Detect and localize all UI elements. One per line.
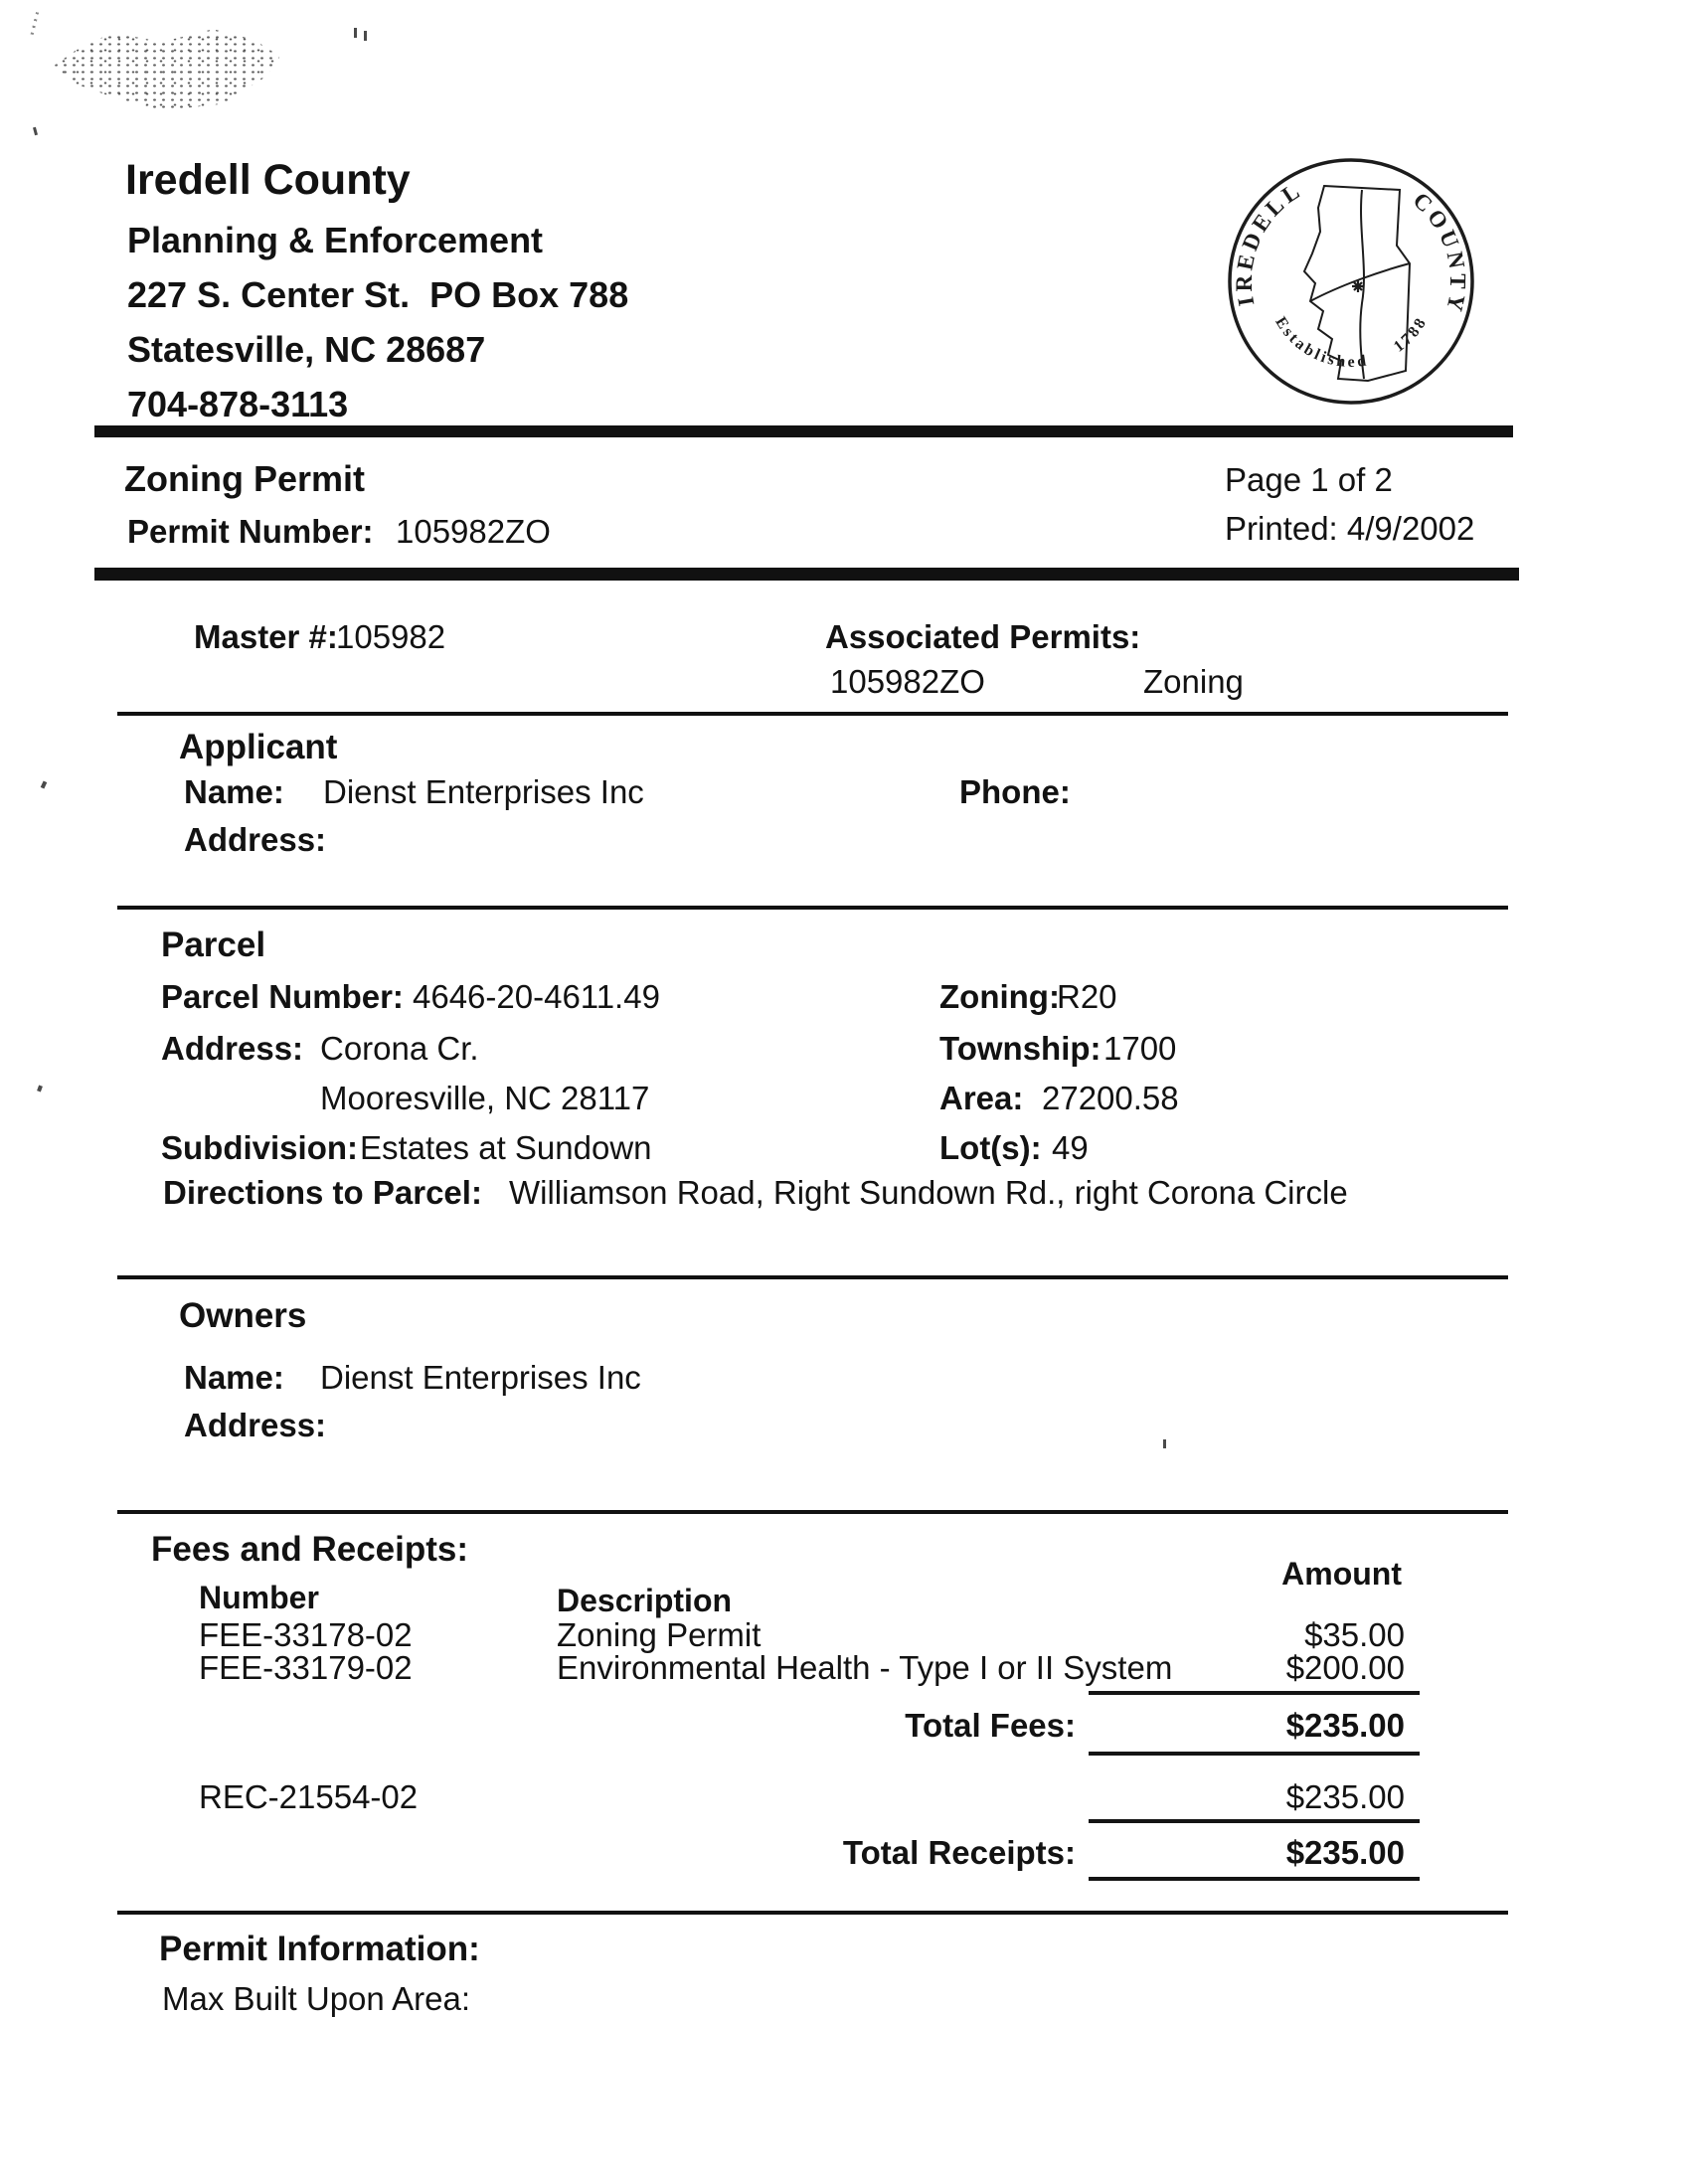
scan-speck: [37, 1085, 43, 1092]
parcel-lots-value: 49: [1052, 1129, 1089, 1166]
parcel-address-label: Address:: [161, 1030, 304, 1067]
total-receipts-bottom-rule: [1089, 1877, 1420, 1881]
associated-permits-label: Associated Permits:: [825, 618, 1141, 655]
seal-text-established: Established: [1271, 313, 1371, 371]
owners-section-rule: [117, 1275, 1508, 1279]
page-indicator: Page 1 of 2: [1225, 461, 1393, 498]
org-dept: Planning & Enforcement: [127, 220, 544, 260]
owners-section-title: Owners: [179, 1296, 307, 1335]
fee-row-number: FEE-33178-02: [199, 1616, 413, 1653]
parcel-zoning-value: R20: [1057, 978, 1117, 1015]
applicant-section-rule: [117, 712, 1508, 716]
applicant-name-label: Name:: [184, 773, 284, 810]
receipt-row-amount: $235.00: [1285, 1778, 1405, 1815]
seal-text-county: COUNTY: [1408, 187, 1471, 318]
org-street-address: 227 S. Center St. PO Box 788: [127, 274, 629, 315]
max-built-upon-area-label: Max Built Upon Area:: [162, 1980, 470, 2017]
org-name: Iredell County: [125, 156, 411, 204]
total-receipts-label: Total Receipts:: [842, 1834, 1076, 1871]
fee-row-amount: $35.00: [1304, 1616, 1405, 1653]
svg-text:COUNTY: [1409, 188, 1471, 318]
total-receipts-value: $235.00: [1285, 1834, 1405, 1871]
permit-number-label: Permit Number:: [127, 513, 374, 550]
parcel-subdivision-label: Subdivision:: [161, 1129, 358, 1166]
parcel-subdivision-value: Estates at Sundown: [360, 1129, 652, 1166]
scan-noise-streak: [30, 12, 39, 38]
scan-speck: [33, 127, 38, 136]
fee-row-description: Environmental Health - Type I or II System: [557, 1649, 1173, 1686]
seal-text-iredell: IREDELL: [1231, 176, 1307, 308]
fees-section-title: Fees and Receipts:: [151, 1530, 468, 1569]
parcel-area-label: Area:: [939, 1080, 1024, 1116]
document-title: Zoning Permit: [124, 458, 365, 499]
seal-text-1788: 1788: [1391, 313, 1432, 356]
applicant-address-label: Address:: [184, 821, 327, 858]
total-fees-top-rule: [1089, 1691, 1420, 1695]
associated-permit-type: Zoning: [1143, 663, 1244, 700]
svg-text:IREDELL: [1232, 177, 1307, 308]
printed-date: Printed: 4/9/2002: [1225, 510, 1475, 547]
svg-text:1788: [1391, 313, 1431, 355]
org-city-state-zip: Statesville, NC 28687: [127, 329, 486, 370]
header-divider-bar: [94, 425, 1513, 437]
fees-col-description: Description: [557, 1583, 733, 1618]
owner-name-value: Dienst Enterprises Inc: [320, 1359, 641, 1396]
total-fees-value: $235.00: [1285, 1707, 1405, 1744]
parcel-lots-label: Lot(s):: [939, 1129, 1042, 1166]
parcel-number-label: Parcel Number:: [161, 978, 404, 1015]
parcel-area-value: 27200.58: [1042, 1080, 1179, 1116]
applicant-phone-label: Phone:: [959, 773, 1071, 810]
master-number-label: Master #:: [194, 618, 338, 655]
applicant-name-value: Dienst Enterprises Inc: [323, 773, 644, 810]
master-number-value: 105982: [336, 618, 446, 655]
parcel-township-value: 1700: [1103, 1030, 1177, 1067]
parcel-address-line2: Mooresville, NC 28117: [320, 1080, 650, 1116]
parcel-section-title: Parcel: [161, 925, 266, 964]
fee-row-description: Zoning Permit: [557, 1616, 762, 1653]
scan-speck: [1163, 1439, 1166, 1448]
total-fees-label: Total Fees:: [905, 1707, 1076, 1744]
fee-row-amount: $200.00: [1285, 1649, 1405, 1686]
permit-info-section-rule: [117, 1911, 1508, 1915]
scan-speck: [41, 780, 48, 788]
fees-col-amount: Amount: [1281, 1556, 1402, 1592]
parcel-directions-label: Directions to Parcel:: [163, 1174, 482, 1211]
permit-number-value: 105982ZO: [396, 513, 551, 550]
parcel-section-rule: [117, 906, 1508, 910]
associated-permit-number: 105982ZO: [830, 663, 985, 700]
title-divider-bar: [94, 568, 1519, 581]
fee-row-number: FEE-33179-02: [199, 1649, 413, 1686]
total-fees-bottom-rule: [1089, 1752, 1420, 1756]
permit-info-section-title: Permit Information:: [159, 1930, 480, 1968]
org-phone: 704-878-3113: [127, 384, 349, 424]
owner-name-label: Name:: [184, 1359, 284, 1396]
parcel-address-line1: Corona Cr.: [320, 1030, 479, 1067]
receipt-row-number: REC-21554-02: [199, 1778, 419, 1815]
owner-address-label: Address:: [184, 1407, 327, 1443]
parcel-directions-value: Williamson Road, Right Sundown Rd., right Corona Circle: [509, 1174, 1348, 1211]
parcel-number-value: 4646-20-4611.49: [413, 978, 660, 1015]
scan-noise-blob: [52, 20, 282, 111]
total-receipts-top-rule: [1089, 1819, 1420, 1823]
fees-col-number: Number: [199, 1580, 319, 1615]
fees-section-rule: [117, 1510, 1508, 1514]
parcel-township-label: Township:: [939, 1030, 1101, 1067]
applicant-section-title: Applicant: [179, 728, 338, 766]
parcel-zoning-label: Zoning:: [939, 978, 1060, 1015]
iredell-county-seal-icon: [1221, 154, 1481, 409]
scan-speck: [354, 28, 357, 38]
